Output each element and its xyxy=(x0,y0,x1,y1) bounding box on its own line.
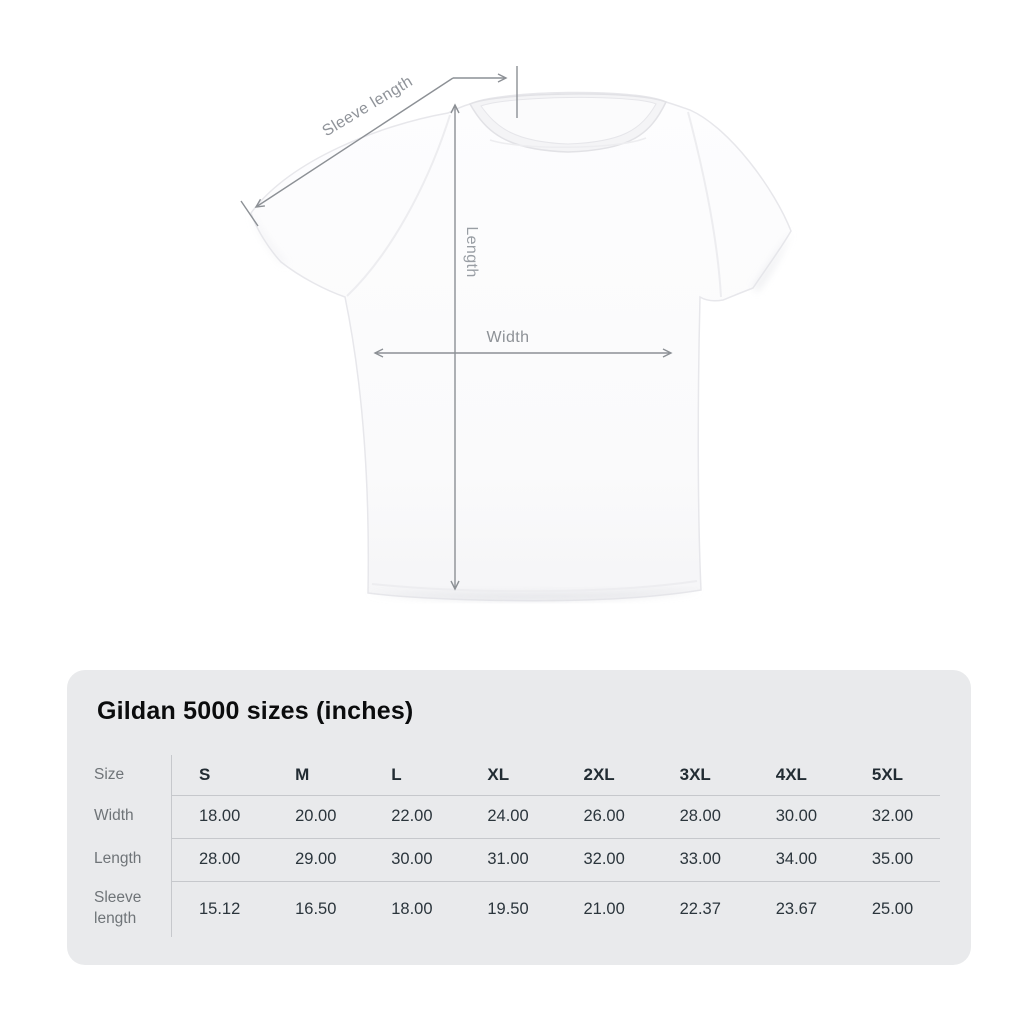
row-label-sleeve-length: Sleeve length xyxy=(94,889,142,927)
row-label-width: Width xyxy=(94,807,134,825)
table-cell: 25.00 xyxy=(871,899,914,918)
table-cell: 15.12 xyxy=(199,899,241,918)
col-header-s: S xyxy=(199,765,211,784)
table-cell: 28.00 xyxy=(679,807,721,825)
table-cell: 28.00 xyxy=(199,850,241,868)
col-header-3xl: 3XL xyxy=(679,765,711,784)
size-table-card xyxy=(67,670,971,965)
table-cell: 23.67 xyxy=(775,899,818,918)
table-cell: 32.00 xyxy=(583,850,625,868)
table-cell: 20.00 xyxy=(295,807,337,825)
table-corner-label: Size xyxy=(94,765,125,783)
table-cell: 29.00 xyxy=(295,850,337,868)
table-cell: 33.00 xyxy=(679,850,721,868)
table-cell: 22.37 xyxy=(679,899,721,918)
table-cell: 32.00 xyxy=(871,807,914,825)
table-cell: 16.50 xyxy=(295,899,337,918)
table-cell: 30.00 xyxy=(391,850,433,868)
col-header-m: M xyxy=(295,765,310,784)
col-header-xl: XL xyxy=(487,765,510,784)
col-header-2xl: 2XL xyxy=(583,765,615,784)
table-cell: 31.00 xyxy=(487,850,529,868)
table-cell: 18.00 xyxy=(391,899,433,918)
sleeve-length-label: Sleeve length xyxy=(319,72,416,141)
size-table xyxy=(94,755,940,937)
table-cell: 34.00 xyxy=(775,850,818,868)
table-cell: 21.00 xyxy=(583,899,625,918)
card-title: Gildan 5000 sizes (inches) xyxy=(97,697,414,725)
table-cell: 24.00 xyxy=(487,807,529,825)
table-cell: 22.00 xyxy=(391,807,433,825)
table-cell: 19.50 xyxy=(487,899,529,918)
table-cell: 26.00 xyxy=(583,807,625,825)
col-header-4xl: 4XL xyxy=(775,765,807,784)
col-header-5xl: 5XL xyxy=(871,765,904,784)
row-label-length: Length xyxy=(94,850,142,868)
table-cell: 35.00 xyxy=(871,850,914,868)
table-cell: 18.00 xyxy=(199,807,241,825)
length-label: Length xyxy=(463,226,480,278)
table-cell: 30.00 xyxy=(775,807,818,825)
col-header-l: L xyxy=(391,765,402,784)
width-label: Width xyxy=(486,329,530,346)
